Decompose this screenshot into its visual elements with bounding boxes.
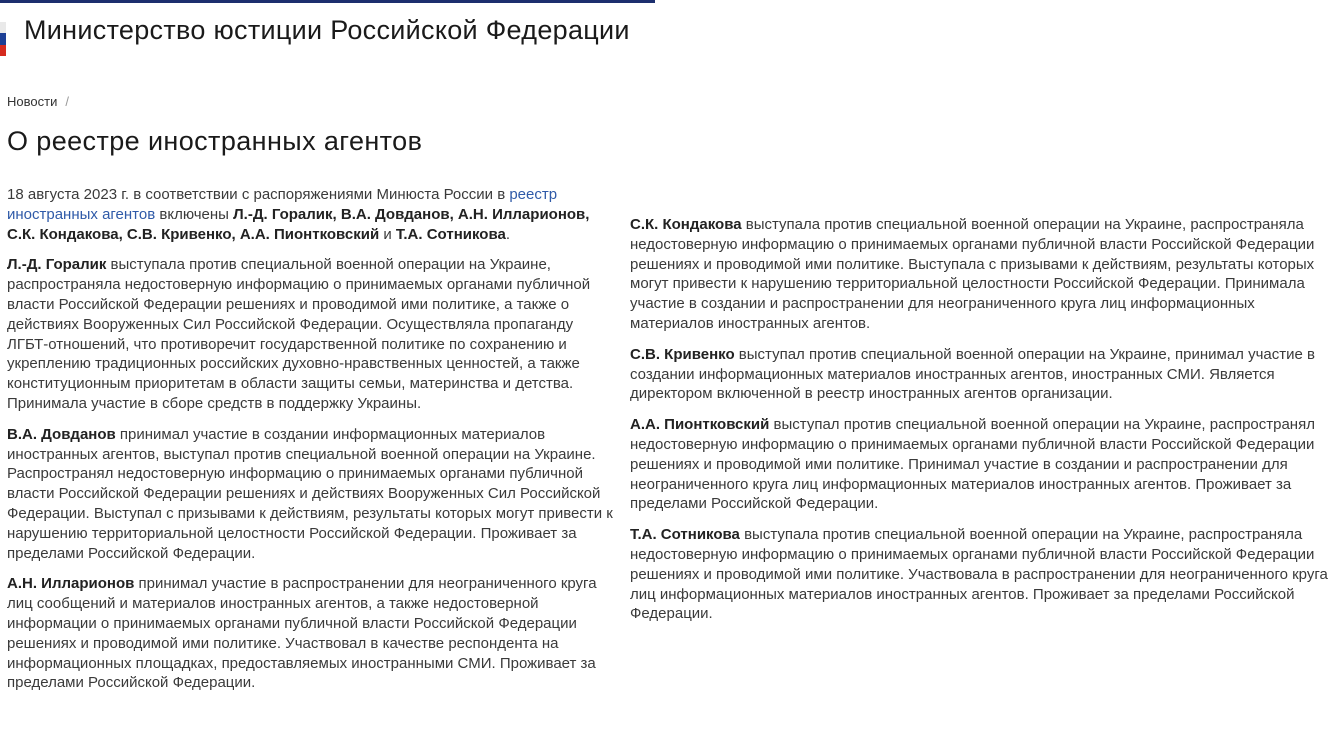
person-paragraph-illarionov: А.Н. Илларионов принимал участие в распространении для неограниченного круга лиц сообщений и материалов иностранных агентов, а также недостоверной информации о принимаемых органами публичной власти Российской Федерации решениях и проводимой ими политике. Участвовал в качестве респондента на информационных площадках, предоставляемых иностранными СМИ. Проживает за пределами Российской Федерации.: [7, 575, 597, 692]
person-name: А.Н. Илларионов: [7, 575, 135, 593]
article-column-left: [7, 185, 617, 704]
page-title: О реестре иностранных агентов: [7, 126, 423, 156]
person-name: Л.-Д. Горалик: [7, 256, 107, 274]
person-paragraph-dovdanov: В.А. Довданов принимал участие в создании информационных материалов иностранных агентов, выступал против специальной военной операции на Украине. Распространял недостоверную информацию о принимаемых органами публичной власти Российской Федерации решениях и действиях Вооруженных Сил Российской Федерации. Выступал с призывами к действиям, результаты которых могут привести к нарушению территориальной целостности Российской Федерации. Проживает за пределами Российской Федерации.: [7, 425, 613, 562]
person-paragraph-sotnikova: Т.А. Сотникова выступала против специальной военной операции на Украине, распространяла недостоверную информацию о принимаемых органами публичной власти Российской Федерации решениях и проводимой ими политике. Участвовала в распространении для неограниченного круга лиц информационных материалов иностранных агентов. Проживает за пределами Российской Федерации.: [630, 526, 1328, 623]
russian-flag-icon: [0, 22, 6, 56]
top-accent-line: [0, 0, 655, 3]
person-paragraph-kondakova: С.К. Кондакова выступала против специальной военной операции на Украине, распространяла недостоверную информацию о принимаемых органами публичной власти Российской Федерации решениях и проводимой ими политике. Выступала с призывами к действиям, результаты которых могут привести к нарушению территориальной целостности Российской Федерации. Принимала участие в создании и распространении для неограниченного круга лиц информационных материалов иностранных агентов.: [630, 216, 1315, 332]
breadcrumb-link-news[interactable]: Новости: [7, 94, 58, 109]
person-name: А.А. Пионтковский: [630, 416, 770, 434]
person-paragraph-goralik: Л.-Д. Горалик выступала против специальной военной операции на Украине, распространяла недостоверную информацию о принимаемых органами публичной власти Российской Федерации решениях и проводимой ими политике, а также о действиях Вооруженных Сил Российской Федерации. Осуществляла пропаганду ЛГБТ-отношений, что противоречит государственной политике по сохранению и укреплению традиционных российских духовно-нравственных ценностей, а также конституционным приоритетам в области защиты семьи, материнства и детства. Принимала участие в сборе средств в поддержку Украины.: [7, 256, 591, 412]
breadcrumb-separator: /: [65, 94, 69, 109]
article-column-right: [630, 215, 1330, 635]
intro-paragraph: 18 августа 2023 г. в соответствии с распоряжениями Минюста России в реестр иностранных агентов включены Л.-Д. Горалик, В.А. Довданов, А.Н. Илларионов, С.К. Кондакова, С.В. Кривенко, А.А. Пионтковский и Т.А. Сотникова.: [7, 186, 590, 243]
site-title[interactable]: Министерство юстиции Российской Федерации: [24, 15, 630, 45]
person-name: С.В. Кривенко: [630, 345, 735, 363]
person-paragraph-krivenko: С.В. Кривенко выступал против специальной военной операции на Украине, принимал участие в создании информационных материалов иностранных агентов, иностранных СМИ. Является директором включенной в реестр иностранных агентов организации.: [630, 345, 1315, 403]
breadcrumb: [7, 94, 69, 109]
registry-link[interactable]: реестр иностранных агентов: [7, 186, 558, 223]
person-paragraph-piontkovsky: А.А. Пионтковский выступал против специальной военной операции на Украине, распространял недостоверную информацию о принимаемых органами публичной власти Российской Федерации решениях и проводимой ими политике. Принимал участие в создании и распространении для неограниченного круга лиц информационных материалов иностранных агентов. Проживает за пределами Российской Федерации.: [630, 416, 1315, 513]
person-name: Т.А. Сотникова: [630, 526, 740, 544]
person-name: С.К. Кондакова: [630, 216, 742, 233]
person-name: В.А. Довданов: [7, 425, 116, 443]
